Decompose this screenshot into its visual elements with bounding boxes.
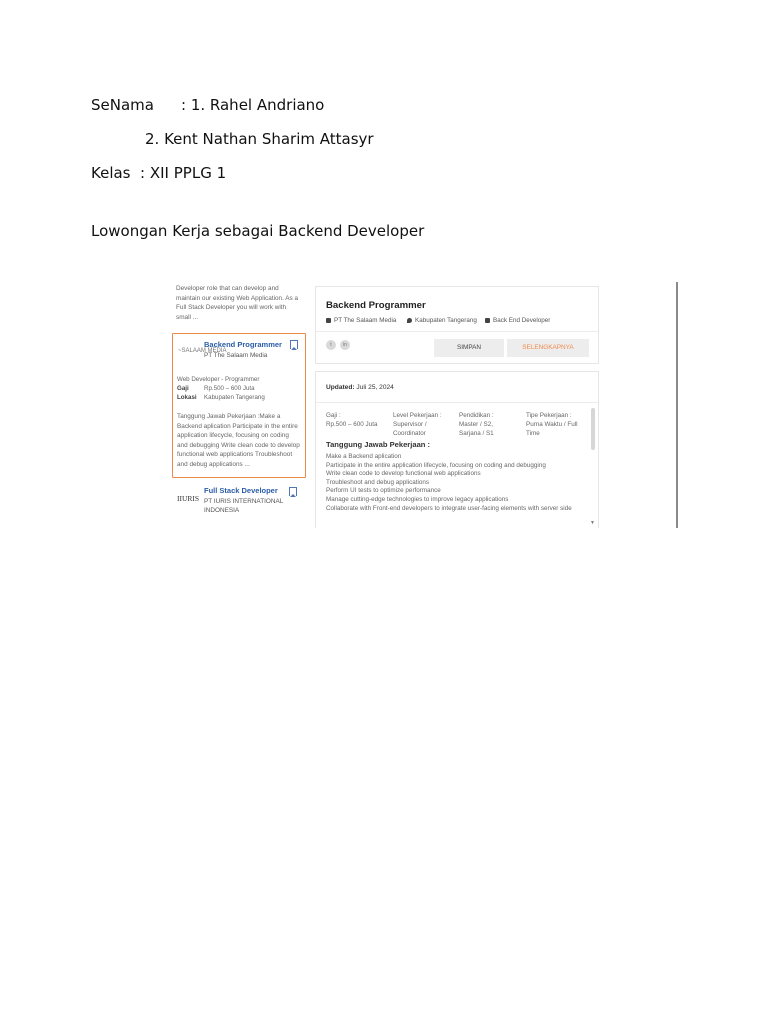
member-2: 2. Kent Nathan Sharim Attasyr bbox=[145, 130, 374, 148]
divider bbox=[316, 331, 598, 332]
save-button[interactable]: SIMPAN bbox=[434, 339, 504, 357]
desc-line: Backend aplication Participate in the entire bbox=[177, 422, 298, 430]
class-line: Kelas : XII PPLG 1 bbox=[91, 164, 227, 182]
category-meta bbox=[485, 317, 550, 324]
name-label: SeNama bbox=[91, 96, 154, 114]
detail-education bbox=[459, 411, 494, 439]
detail-scrollbar[interactable] bbox=[591, 408, 595, 450]
scroll-down-arrow-icon[interactable]: ▼ bbox=[590, 520, 595, 526]
detail-line: Sarjana / S1 bbox=[459, 430, 494, 438]
job-listing-screenshot bbox=[172, 282, 678, 528]
responsibility-item: Perform UI tests to optimize performance bbox=[326, 487, 441, 495]
job-card-company: PT The Salaam Media bbox=[204, 352, 268, 359]
detail-line: Purna Waktu / Full bbox=[526, 421, 578, 429]
responsibilities-list bbox=[326, 453, 572, 513]
detail-salary bbox=[326, 411, 377, 429]
detail-line: Master / S2, bbox=[459, 421, 493, 429]
salary-value: Rp.500 – 600 Juta bbox=[204, 385, 255, 392]
previous-card-description bbox=[176, 284, 298, 322]
more-button[interactable]: SELENGKAPNYA bbox=[507, 339, 589, 357]
building-icon bbox=[326, 318, 331, 323]
location-pin-icon bbox=[407, 318, 412, 323]
responsibility-item: Manage cutting-edge technologies to improve legacy applications bbox=[326, 495, 509, 503]
bookmark-icon[interactable] bbox=[289, 487, 297, 496]
detail-line: Rp.500 – 600 Juta bbox=[326, 421, 378, 429]
job-card-full-stack-developer[interactable] bbox=[172, 482, 304, 528]
job-detail-card bbox=[315, 371, 599, 528]
desc-line: application lifecycle, focusing on coding bbox=[177, 432, 289, 440]
detail-line: Pendidikan : bbox=[459, 412, 494, 419]
job-card-category: Web Developer - Programmer bbox=[177, 376, 260, 383]
responsibility-item: Make a Backend aplication bbox=[326, 453, 402, 460]
responsibilities-title: Tanggung Jawab Pekerjaan : bbox=[326, 440, 431, 449]
desc-line: and debugging Write clean code to develop bbox=[177, 441, 300, 449]
job-detail-panel bbox=[315, 282, 598, 528]
detail-line: Time bbox=[526, 430, 540, 438]
job-card-description bbox=[177, 412, 300, 470]
intro-line: Developer role that can develop and bbox=[176, 285, 279, 292]
detail-line: Supervisor / bbox=[393, 421, 427, 429]
location-value: Kabupaten Tangerang bbox=[204, 394, 265, 401]
job-title: Backend Programmer bbox=[326, 300, 426, 311]
company-logo: ~SALAAM MEDIA bbox=[178, 348, 227, 354]
job-card-backend-programmer[interactable] bbox=[172, 333, 306, 478]
responsibility-item: Collaborate with Front-end developers to integrate user-facing elements with server side bbox=[326, 504, 572, 512]
company-logo: IIURIS bbox=[177, 494, 200, 503]
job-card-company bbox=[204, 497, 283, 515]
responsibility-item: Troubleshoot and debug applications bbox=[326, 478, 430, 486]
detail-line: Gaji : bbox=[326, 412, 341, 419]
job-card-title[interactable]: Full Stack Developer bbox=[204, 486, 278, 495]
category-name: Back End Developer bbox=[493, 317, 551, 324]
updated-info bbox=[326, 384, 394, 391]
job-list-panel bbox=[172, 282, 306, 528]
folder-icon bbox=[485, 318, 490, 323]
job-card-title[interactable]: Backend Programmer bbox=[204, 340, 282, 349]
company-line: INDONESIA bbox=[204, 507, 240, 514]
detail-line: Level Pekerjaan : bbox=[393, 412, 442, 419]
updated-date: Juli 25, 2024 bbox=[356, 384, 394, 391]
detail-job-type bbox=[526, 411, 578, 439]
screenshot-right-border bbox=[676, 282, 678, 528]
detail-level bbox=[393, 411, 442, 439]
company-line: PT IURIS INTERNATIONAL bbox=[204, 498, 284, 505]
desc-line: functional web applications Troubleshoot bbox=[177, 451, 293, 459]
responsibility-item: Participate in the entire application lifecycle, focusing on coding and debugging bbox=[326, 461, 546, 469]
intro-line: small ... bbox=[176, 313, 199, 321]
divider bbox=[316, 402, 598, 403]
share-linkedin-icon[interactable]: in bbox=[340, 340, 350, 350]
intro-line: maintain our existing Web Application. As a bbox=[176, 294, 299, 302]
bookmark-icon[interactable] bbox=[290, 340, 298, 349]
share-twitter-icon[interactable]: t bbox=[326, 340, 336, 350]
responsibility-item: Write clean code to develop functional web applications bbox=[326, 470, 481, 478]
updated-label: Updated: bbox=[326, 384, 355, 391]
member-1: : 1. Rahel Andriano bbox=[181, 96, 325, 114]
job-header-card bbox=[315, 286, 599, 364]
location-meta bbox=[407, 317, 477, 324]
desc-line: Tanggung Jawab Pekerjaan :Make a bbox=[177, 413, 281, 420]
detail-line: Coordinator bbox=[393, 430, 426, 438]
intro-line: Full Stack Developer you will work with bbox=[176, 304, 287, 312]
location-name: Kabupaten Tangerang bbox=[415, 317, 477, 324]
salary-label: Gaji bbox=[177, 385, 189, 392]
section-heading: Lowongan Kerja sebagai Backend Developer bbox=[91, 222, 425, 240]
company-meta bbox=[326, 317, 396, 324]
desc-line: and debug applications ... bbox=[177, 460, 250, 468]
company-name: PT The Salaam Media bbox=[334, 317, 397, 324]
detail-line: Tipe Pekerjaan : bbox=[526, 412, 572, 419]
location-label: Lokasi bbox=[177, 394, 197, 401]
